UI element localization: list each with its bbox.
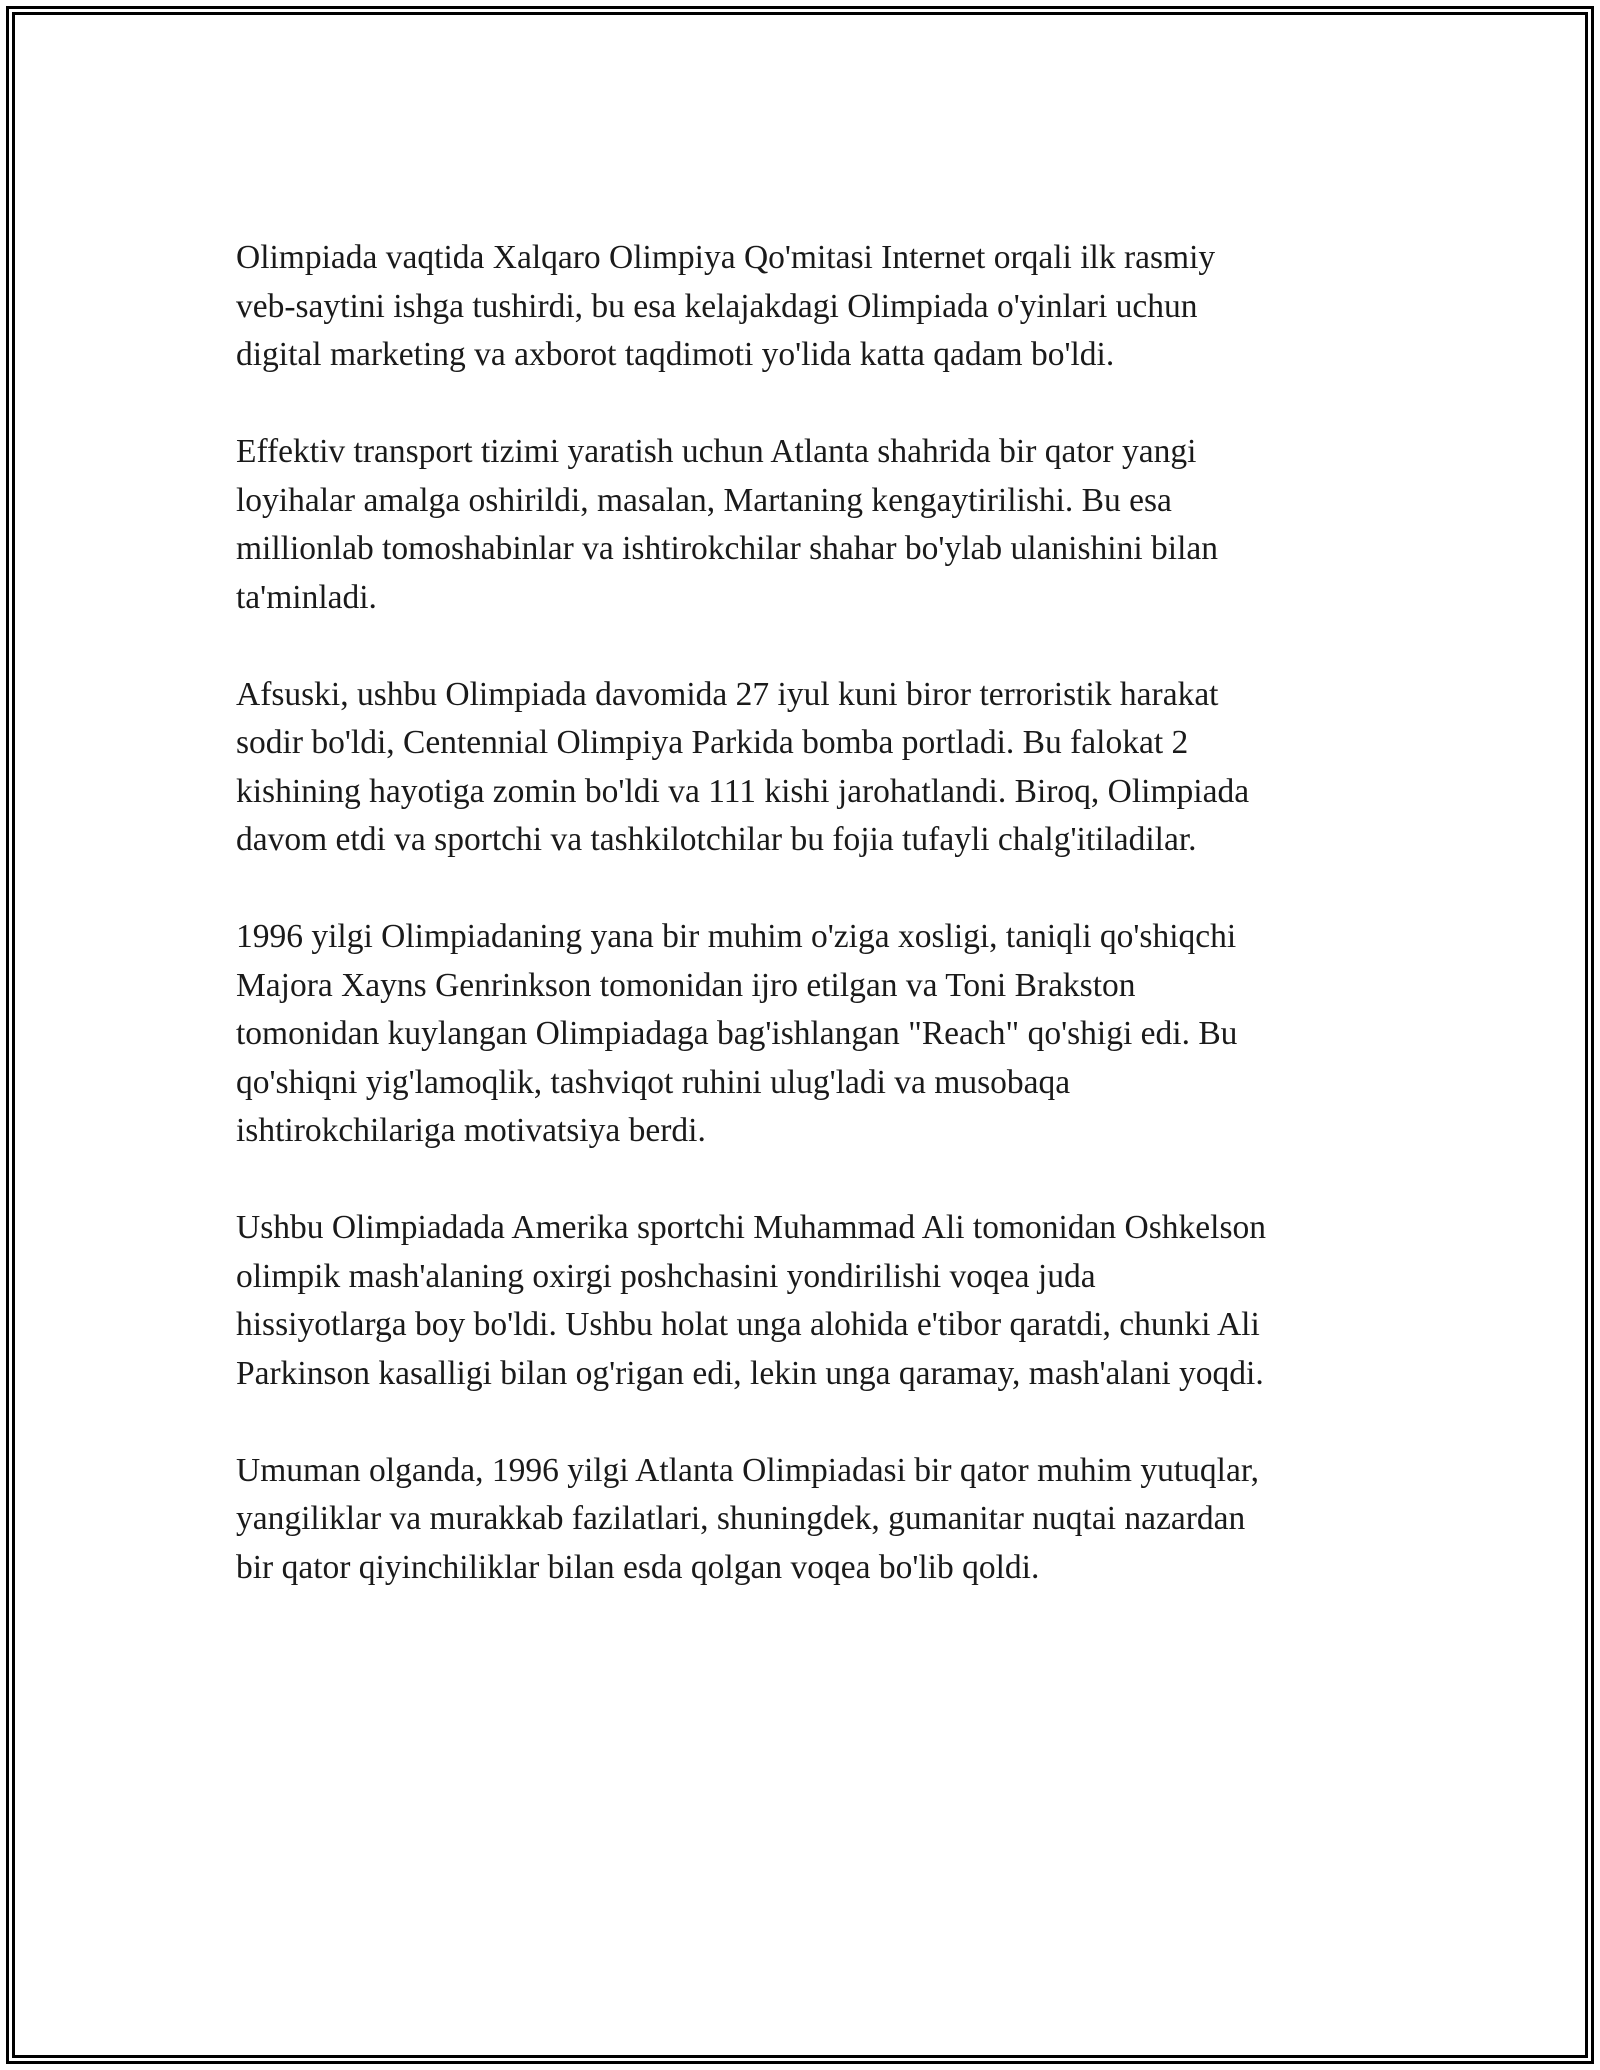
paragraph-2: Effektiv transport tizimi yaratish uchun Atlanta shahrida bir qator yangi loyihalar amalga oshirildi, masalan, Martaning kengaytirilishi. Bu esa millionlab tomoshabinlar va ishtirokchilar shahar bo'ylab ulanishini bilan ta'minladi.: [236, 433, 1219, 616]
paragraph-3: Afsuski, ushbu Olimpiada davomida 27 iyul kuni biror terroristik harakat sodir bo'ldi, Centennial Olimpiya Parkida bomba portladi. Bu falokat 2 kishining hayotiga zomin bo'ldi va 111 kishi jarohatlandi. Biroq, Olimpiada davom etdi va sportchi va tashkilotchilar bu fojia tufayli chalg'itiladilar.: [236, 675, 1250, 858]
document-body: [236, 234, 1386, 1641]
paragraph-6: Umuman olganda, 1996 yilgi Atlanta Olimpiadasi bir qator muhim yutuqlar, yangiliklar va murakkab fazilatlari, shuningdek, gumanitar nuqtai nazardan bir qator qiyinchiliklar bilan esda qolgan voqea bo'lib qoldi.: [236, 1451, 1260, 1586]
paragraph-4: 1996 yilgi Olimpiadaning yana bir muhim o'ziga xosligi, taniqli qo'shiqchi Majora Xayns Genrinkson tomonidan ijro etilgan va Toni Brakston tomonidan kuylangan Olimpiadaga bag'ishlangan "Reach" qo'shigi edi. Bu qo'shiqni yig'lamoqlik, tashviqot ruhini ulug'ladi va musobaqa ishtirokchilariga motivatsiya berdi.: [236, 918, 1238, 1149]
paragraph-5: Ushbu Olimpiadada Amerika sportchi Muhammad Ali tomonidan Oshkelson olimpik mash'alaning oxirgi poshchasini yondirilishi voqea juda hissiyotlarga boy bo'ldi. Ushbu holat unga alohida e'tibor qaratdi, chunki Ali Parkinson kasalligi bilan og'rigan edi, lekin unga qaramay, mash'alani yoqdi.: [236, 1209, 1266, 1392]
paragraph-1: Olimpiada vaqtida Xalqaro Olimpiya Qo'mitasi Internet orqali ilk rasmiy veb-saytini ishga tushirdi, bu esa kelajakdagi Olimpiada o'yinlari uchun digital marketing va axborot taqdimoti yo'lida katta qadam bo'ldi.: [236, 239, 1216, 373]
